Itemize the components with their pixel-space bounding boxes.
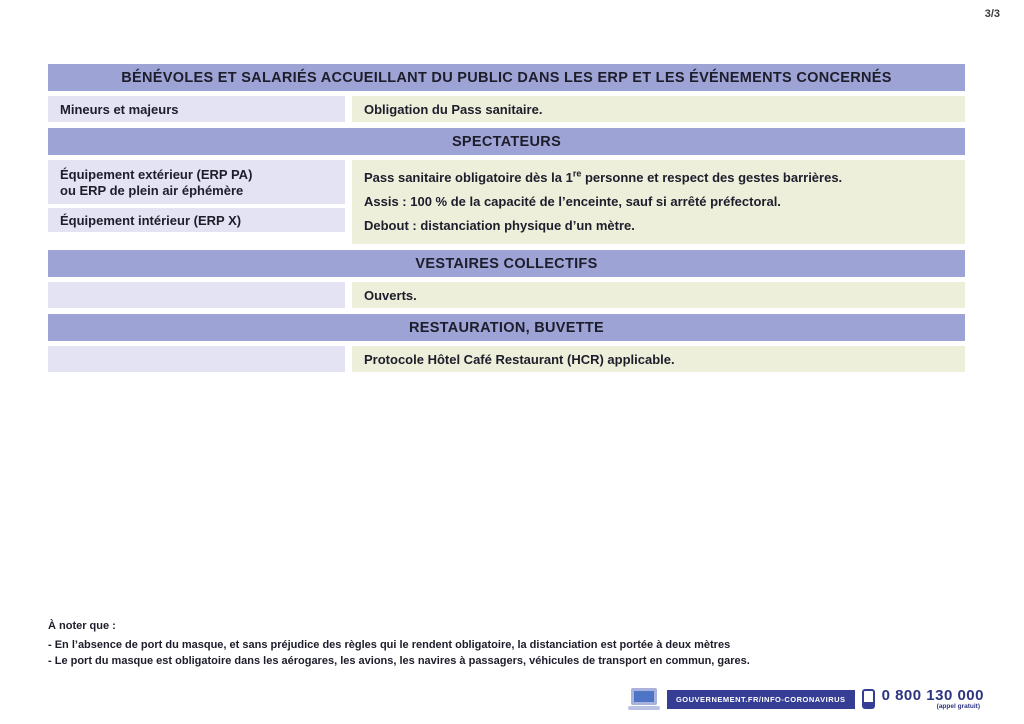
footnotes: [48, 620, 808, 669]
footnotes-title: À noter que :: [48, 620, 116, 632]
footnote-line: - En l’absence de port du masque, et sans préjudice des règles qui le rendent obligatoire, la distanciation est portée à deux mètres: [48, 639, 731, 651]
spectateurs-rules-cell: [352, 160, 965, 244]
phone-info: [882, 688, 984, 710]
label-line: ou ERP de plein air éphémère: [60, 182, 244, 198]
label-line: Équipement extérieur (ERP PA): [60, 166, 253, 182]
table-row-mineurs: [48, 96, 965, 122]
table-row-spectateurs: [48, 160, 965, 244]
rule-line: Assis : 100 % de la capacité de l’enceinte, sauf si arrêté préfectoral.: [364, 194, 781, 209]
table-row-restauration: [48, 346, 965, 372]
superscript: re: [572, 168, 582, 179]
row-value-cell: Obligation du Pass sanitaire.: [352, 96, 965, 122]
rule-line: Debout : distanciation physique d’un mètre.: [364, 218, 635, 233]
phone-note: (appel gratuit): [936, 703, 980, 710]
row-label-cell-empty: [48, 282, 345, 308]
row-label-cell-exterieur: [48, 160, 345, 204]
row-value-cell: Protocole Hôtel Café Restaurant (HCR) applicable.: [352, 346, 965, 372]
row-label-cell-interieur: [48, 208, 345, 232]
smartphone-icon: [862, 689, 875, 709]
laptop-base: [628, 706, 660, 710]
section-header-vestiaires: VESTAIRES COLLECTIFS: [48, 250, 965, 277]
government-site-badge: GOUVERNEMENT.FR/INFO-CORONAVIRUS: [667, 690, 855, 709]
footnote-line: - Le port du masque est obligatoire dans les aérogares, les avions, les navires à passagers, véhicules de transport en commun, gares.: [48, 655, 750, 667]
protocol-table: [48, 64, 965, 378]
laptop-screen: [631, 688, 657, 705]
section-header-benevoles: BÉNÉVOLES ET SALARIÉS ACCUEILLANT DU PUBLIC DANS LES ERP ET LES ÉVÉNEMENTS CONCERNÉS: [48, 64, 965, 91]
section-header-restauration: RESTAURATION, BUVETTE: [48, 314, 965, 341]
page-number: 3/3: [984, 8, 1000, 20]
row-label-cell-empty: [48, 346, 345, 372]
government-footer: [628, 688, 984, 710]
label-line: Équipement intérieur (ERP X): [60, 213, 242, 228]
spectateurs-left-column: [48, 160, 345, 244]
row-value-cell: Ouverts.: [352, 282, 965, 308]
table-row-vestiaires: [48, 282, 965, 308]
row-label-cell: Mineurs et majeurs: [48, 96, 345, 122]
section-header-spectateurs: SPECTATEURS: [48, 128, 965, 155]
laptop-icon: [628, 688, 660, 710]
rule-line: Pass sanitaire obligatoire dès la 1re personne et respect des gestes barrières.: [364, 168, 843, 185]
phone-number: 0 800 130 000: [881, 687, 984, 704]
